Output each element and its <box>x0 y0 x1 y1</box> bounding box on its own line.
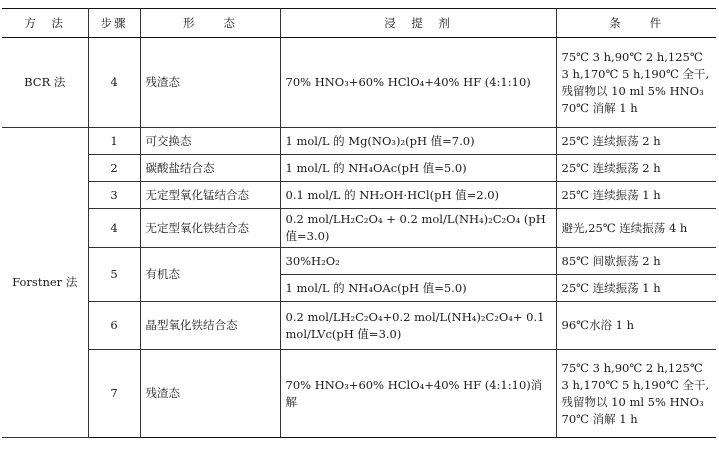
condition-cell: 85℃ 间歇振荡 2 h <box>556 248 716 275</box>
form-cell: 可交换态 <box>140 128 280 155</box>
table-row <box>2 155 716 182</box>
table-row <box>2 209 716 248</box>
step-cell: 7 <box>88 350 140 438</box>
table-row <box>2 248 716 275</box>
extractant-cell: 1 mol/L 的 NH₄OAc(pH 值=5.0) <box>280 275 556 302</box>
step-cell: 4 <box>88 209 140 248</box>
extractant-cell: 1 mol/L 的 NH₄OAc(pH 值=5.0) <box>280 155 556 182</box>
condition-cell: 96℃水浴 1 h <box>556 302 716 350</box>
condition-cell: 75℃ 3 h,90℃ 2 h,125℃ 3 h,170℃ 5 h,190℃ 全干,残留物以 10 ml 5% HNO₃ 70℃ 消解 1 h <box>556 350 716 438</box>
condition-cell: 25℃ 连续振荡 1 h <box>556 275 716 302</box>
header-extractant: 浸 提 剂 <box>280 9 556 38</box>
step-cell: 2 <box>88 155 140 182</box>
header-condition: 条 件 <box>556 9 716 38</box>
condition-cell: 75℃ 3 h,90℃ 2 h,125℃ 3 h,170℃ 5 h,190℃ 全干,残留物以 10 ml 5% HNO₃ 70℃ 消解 1 h <box>556 38 716 128</box>
extractant-cell: 0.1 mol/L 的 NH₂OH·HCl(pH 值=2.0) <box>280 182 556 209</box>
condition-cell: 25℃ 连续振荡 2 h <box>556 155 716 182</box>
form-cell: 无定型氧化锰结合态 <box>140 182 280 209</box>
step-cell: 6 <box>88 302 140 350</box>
condition-cell: 避光,25℃ 连续振荡 4 h <box>556 209 716 248</box>
form-cell: 残渣态 <box>140 38 280 128</box>
table-row <box>2 350 716 438</box>
form-cell: 无定型氧化铁结合态 <box>140 209 280 248</box>
form-cell: 残渣态 <box>140 350 280 438</box>
extraction-methods-table <box>2 8 716 438</box>
step-cell: 1 <box>88 128 140 155</box>
header-row <box>2 9 716 38</box>
extractant-cell: 70% HNO₃+60% HClO₄+40% HF (4:1:10) <box>280 38 556 128</box>
extractant-cell: 1 mol/L 的 Mg(NO₃)₂(pH 值=7.0) <box>280 128 556 155</box>
header-form: 形 态 <box>140 9 280 38</box>
extractant-cell: 70% HNO₃+60% HClO₄+40% HF (4:1:10)消解 <box>280 350 556 438</box>
step-cell: 3 <box>88 182 140 209</box>
table-row <box>2 128 716 155</box>
condition-cell: 25℃ 连续振荡 1 h <box>556 182 716 209</box>
method-cell: BCR 法 <box>2 38 88 128</box>
table-row <box>2 38 716 128</box>
method-cell: Forstner 法 <box>2 128 88 438</box>
table-row <box>2 182 716 209</box>
header-step: 步骤 <box>88 9 140 38</box>
header-method: 方 法 <box>2 9 88 38</box>
extractant-cell: 0.2 mol/LH₂C₂O₄ + 0.2 mol/L(NH₄)₂C₂O₄ (pH 值=3.0) <box>280 209 556 248</box>
form-cell: 晶型氧化铁结合态 <box>140 302 280 350</box>
form-cell: 碳酸盐结合态 <box>140 155 280 182</box>
extractant-cell: 30%H₂O₂ <box>280 248 556 275</box>
extractant-cell: 0.2 mol/LH₂C₂O₄+0.2 mol/L(NH₄)₂C₂O₄+ 0.1 mol/LVc(pH 值=3.0) <box>280 302 556 350</box>
step-cell: 5 <box>88 248 140 302</box>
form-cell: 有机态 <box>140 248 280 302</box>
step-cell: 4 <box>88 38 140 128</box>
table-row <box>2 302 716 350</box>
condition-cell: 25℃ 连续振荡 2 h <box>556 128 716 155</box>
